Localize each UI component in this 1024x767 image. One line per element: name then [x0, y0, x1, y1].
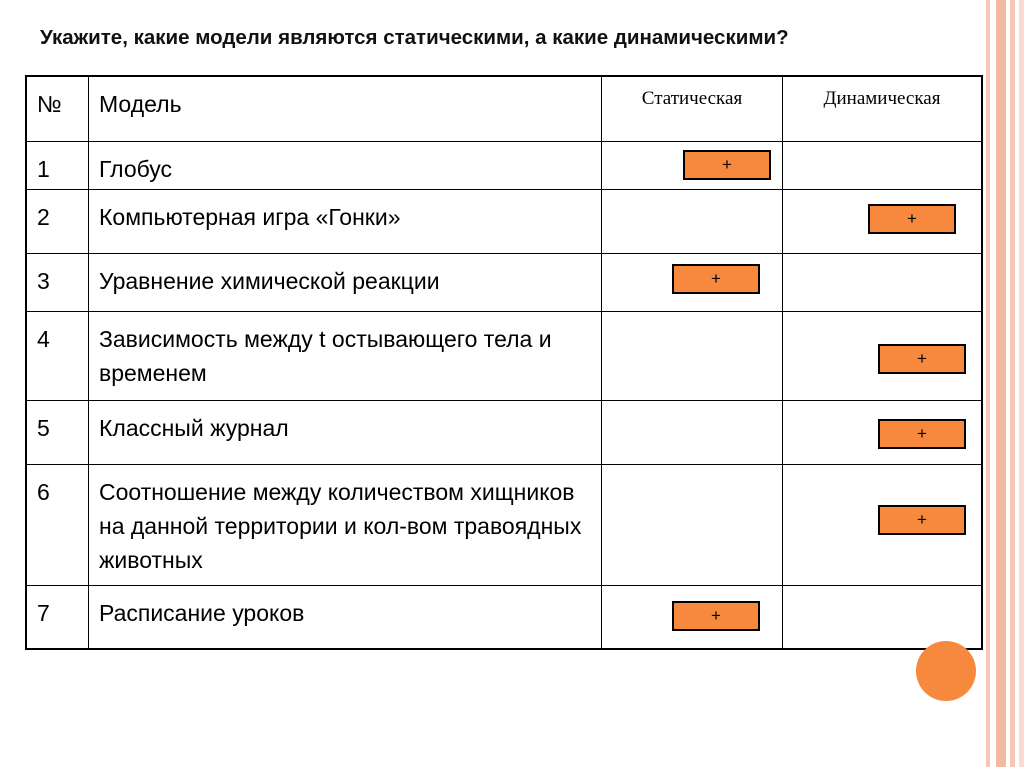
dynamic-cell	[783, 189, 983, 253]
dynamic-mark: +	[868, 204, 956, 234]
row-num-cell	[26, 400, 89, 464]
row-num-cell	[26, 253, 89, 311]
page-title: Укажите, какие модели являются статическими, а какие динамическими?	[40, 26, 789, 49]
row-num-cell	[26, 585, 89, 649]
models-table	[25, 75, 983, 650]
row-num: 7	[37, 599, 50, 626]
dynamic-cell	[783, 253, 983, 311]
row-num: 5	[37, 414, 50, 441]
dynamic-cell	[783, 141, 983, 189]
static-mark: +	[683, 150, 771, 180]
table-row	[26, 189, 982, 253]
row-num: 4	[37, 325, 50, 352]
table-row	[26, 141, 982, 189]
table-row	[26, 311, 982, 400]
static-cell	[602, 400, 783, 464]
static-cell	[602, 141, 783, 189]
decorative-stripes	[982, 0, 1024, 767]
header-static: Статическая	[641, 88, 743, 109]
table-row	[26, 253, 982, 311]
static-cell	[602, 464, 783, 585]
row-model-cell	[89, 189, 602, 253]
row-model-cell	[89, 400, 602, 464]
dynamic-cell	[783, 311, 983, 400]
row-model: Расписание уроков	[99, 599, 305, 626]
row-model-cell	[89, 141, 602, 189]
static-mark: +	[672, 264, 760, 294]
header-dynamic-cell	[783, 76, 983, 141]
table-row	[26, 585, 982, 649]
static-mark: +	[672, 601, 760, 631]
header-dynamic: Динамическая	[823, 88, 941, 109]
dynamic-mark: +	[878, 344, 966, 374]
row-num: 6	[37, 478, 50, 505]
static-cell	[602, 189, 783, 253]
row-model: Классный журнал	[99, 414, 289, 441]
static-cell	[602, 311, 783, 400]
dynamic-mark: +	[878, 505, 966, 535]
row-num: 1	[37, 155, 50, 182]
dynamic-cell	[783, 400, 983, 464]
decorative-circle	[916, 641, 976, 701]
row-num-cell	[26, 189, 89, 253]
dynamic-mark: +	[878, 419, 966, 449]
table-row	[26, 464, 982, 585]
header-num: №	[37, 91, 62, 117]
row-num: 3	[37, 267, 50, 294]
row-num-cell	[26, 141, 89, 189]
table-header-row	[26, 76, 982, 141]
dynamic-cell	[783, 464, 983, 585]
row-model-cell	[89, 464, 602, 585]
row-num-cell	[26, 464, 89, 585]
row-model: Уравнение химической реакции	[99, 267, 440, 294]
dynamic-cell	[783, 585, 983, 649]
row-num-cell	[26, 311, 89, 400]
header-model-cell	[89, 76, 602, 141]
row-num: 2	[37, 203, 50, 230]
header-static-cell	[602, 76, 783, 141]
row-model: Соотношение между количеством хищников на данной территории и кол-вом травоядных животных	[99, 478, 582, 573]
header-model: Модель	[99, 91, 182, 117]
static-cell	[602, 253, 783, 311]
row-model-cell	[89, 253, 602, 311]
static-cell	[602, 585, 783, 649]
header-num-cell	[26, 76, 89, 141]
row-model: Компьютерная игра «Гонки»	[99, 203, 401, 230]
row-model: Глобус	[99, 155, 173, 182]
table-row	[26, 400, 982, 464]
row-model-cell	[89, 311, 602, 400]
row-model-cell	[89, 585, 602, 649]
row-model: Зависимость между t остывающего тела и временем	[99, 325, 552, 386]
